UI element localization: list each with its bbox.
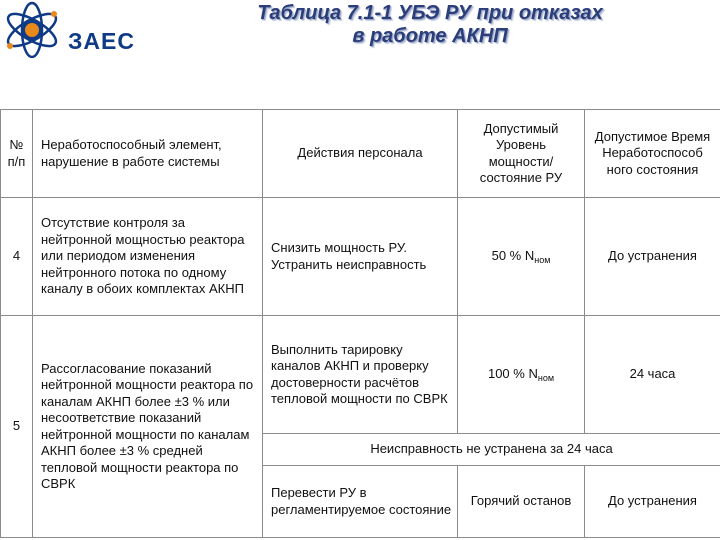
row5-power-a-value: 100 % N — [487, 365, 538, 381]
row5-actions-b: Перевести РУ в регламентируемое состояние — [263, 466, 458, 538]
table-row-5a — [1, 316, 720, 434]
header-element: Неработоспособный элемент, нарушение в работе системы — [33, 110, 263, 198]
row4-power — [458, 198, 585, 316]
title-line-2: в работе АКНП — [352, 25, 508, 47]
row5-time-a: 24 часа — [585, 316, 720, 434]
row4-actions: Снизить мощность РУ. Устранить неисправность — [263, 198, 458, 316]
zaes-logo — [2, 0, 137, 58]
row5-num: 5 — [1, 316, 33, 538]
row5-note: Неисправность не устранена за 24 часа — [263, 434, 720, 466]
failure-table — [0, 109, 720, 538]
header-time: Допустимое Время Неработоспособ ного состояния — [585, 110, 720, 198]
row5-power-a — [458, 316, 585, 434]
header-actions: Действия персонала — [263, 110, 458, 198]
row5-actions-a: Выполнить тарировку каналов АКНП и проверку достоверности расчётов тепловой мощности по СВРК — [263, 316, 458, 434]
row5-power-a-sub: ном — [537, 372, 555, 383]
row5-element: Рассогласование показаний нейтронной мощности реактора по каналам АКНП более ±3 % или несоответствие показаний нейтронной мощности по каналам АКНП более ±3 % средней тепловой мощности реактора по СВРК — [33, 316, 263, 538]
row4-element: Отсутствие контроля за нейтронной мощностью реактора или периодом изменения нейтронного потока по одному каналу в обоих комплектах АКНП — [33, 198, 263, 316]
header-num: № п/п — [1, 110, 33, 198]
row5-power-b: Горячий останов — [458, 466, 585, 538]
row4-time: До устранения — [585, 198, 720, 316]
row5-time-b: До устранения — [585, 466, 720, 538]
title-line-1: Таблица 7.1-1 УБЭ РУ при отказах — [257, 2, 603, 24]
header-power: Допустимый Уровень мощности/ состояние РУ — [458, 110, 585, 198]
row4-power-sub: ном — [534, 254, 551, 265]
row4-power-value: 50 % N — [491, 247, 535, 263]
table-header-row — [1, 110, 720, 198]
table-row-4 — [1, 198, 720, 316]
row4-num: 4 — [1, 198, 33, 316]
page-title — [200, 2, 660, 48]
logo-text: ЗАЕС — [68, 28, 135, 54]
atom-logo-icon — [2, 0, 72, 58]
